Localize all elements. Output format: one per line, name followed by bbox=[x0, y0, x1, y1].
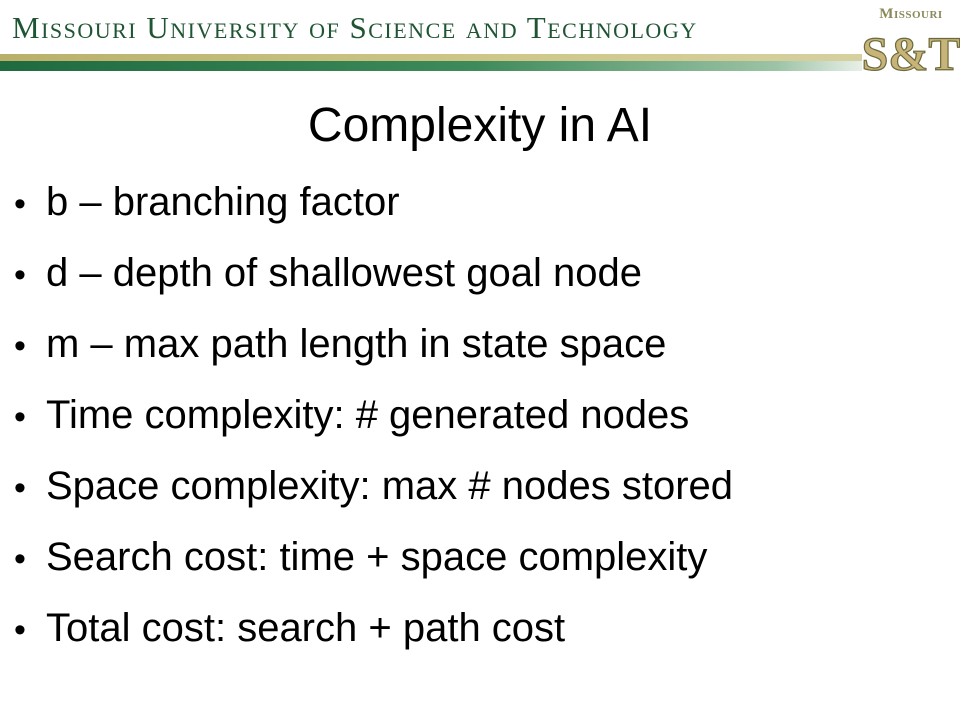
bullet-text: m – max path length in state space bbox=[46, 322, 667, 366]
bullet-dot-icon: • bbox=[14, 398, 26, 436]
bullet-text: d – depth of shallowest goal node bbox=[46, 251, 642, 295]
slide-header bbox=[0, 0, 960, 80]
bullet-dot-icon: • bbox=[14, 469, 26, 507]
bullet-dot-icon: • bbox=[14, 540, 26, 578]
bullet-text: b – branching factor bbox=[46, 180, 400, 224]
bullet-dot-icon: • bbox=[14, 256, 26, 294]
bullet-item bbox=[14, 238, 958, 309]
university-logo bbox=[861, 4, 960, 81]
bullet-text: Total cost: search + path cost bbox=[46, 606, 566, 650]
bullet-dot-icon: • bbox=[14, 611, 26, 649]
bullet-dot-icon: • bbox=[14, 327, 26, 365]
bullet-item bbox=[14, 522, 958, 593]
bullet-item bbox=[14, 593, 958, 664]
header-gold-bar bbox=[0, 54, 862, 61]
logo-mark-text: S&T bbox=[861, 28, 960, 81]
bullet-list bbox=[14, 167, 958, 664]
bullet-item bbox=[14, 380, 958, 451]
bullet-text: Search cost: time + space complexity bbox=[46, 535, 708, 579]
header-green-bar bbox=[0, 61, 862, 71]
bullet-dot-icon: • bbox=[14, 185, 26, 223]
university-name: Missouri University of Science and Technology bbox=[12, 10, 698, 45]
bullet-item bbox=[14, 309, 958, 380]
st-logo-icon bbox=[861, 24, 960, 81]
bullet-item bbox=[14, 167, 958, 238]
slide-title: Complexity in AI bbox=[307, 99, 653, 152]
bullet-text: Space complexity: max # nodes stored bbox=[46, 464, 734, 508]
bullet-text: Time complexity: # generated nodes bbox=[46, 393, 690, 437]
bullet-item bbox=[14, 451, 958, 522]
logo-word: Missouri bbox=[879, 6, 943, 22]
